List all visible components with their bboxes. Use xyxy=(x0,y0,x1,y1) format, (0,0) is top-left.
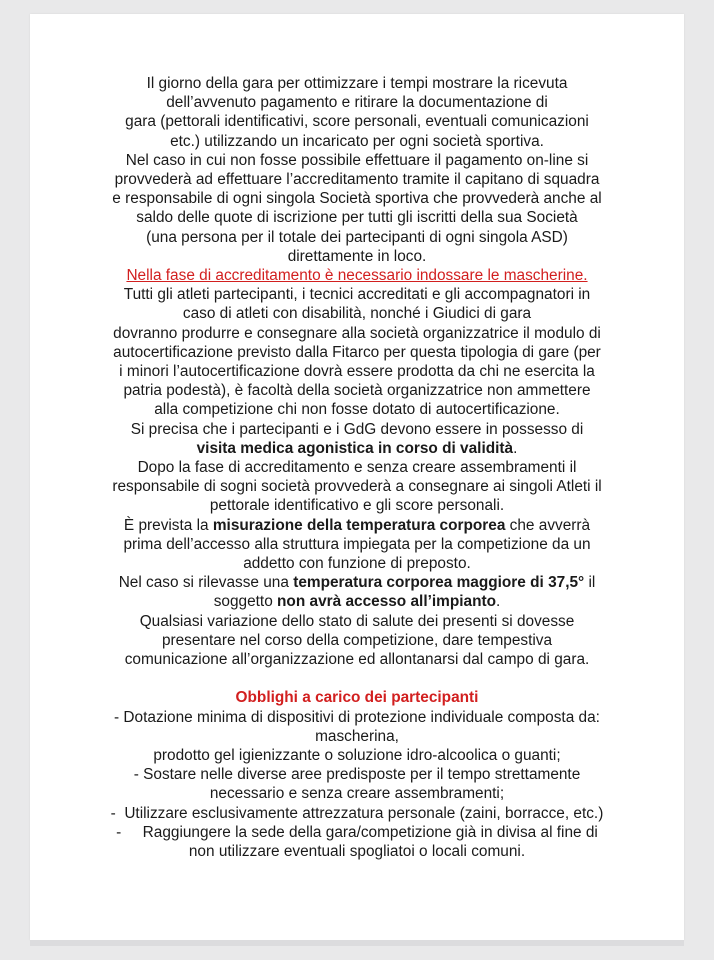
text-line: e responsabile di ogni singola Società sportiva che provvederà anche al xyxy=(112,190,602,208)
medical-period: . xyxy=(513,439,518,457)
text-line: comunicazione all’organizzazione ed allontanarsi dal campo di gara. xyxy=(124,651,590,669)
obligation-line: - Utilizzare esclusivamente attrezzatura personale (zaini, borracce, etc.) xyxy=(110,804,604,822)
fever-threshold: temperatura corporea maggiore di 37,5° xyxy=(293,574,585,592)
text-line: dovranno produrre e consegnare alla società organizzatrice il modulo di xyxy=(113,324,601,342)
text-line: responsabile di sogni società provvederà a consegnare ai singoli Atleti il xyxy=(112,478,602,496)
fever-line xyxy=(30,573,684,592)
text-line: Tutti gli atleti partecipanti, i tecnici accreditati e gli accompagnatori in xyxy=(123,286,591,304)
temperature-line xyxy=(30,516,684,535)
text-line: presentare nel corso della competizione, dare tempestiva xyxy=(161,631,553,649)
text-line: provvederà ad effettuare l’accreditamento tramite il capitano di squadra xyxy=(114,171,600,189)
obligations-title-text: Obblighi a carico dei partecipanti xyxy=(235,689,479,707)
no-access-line xyxy=(30,592,684,611)
text-line: i minori l’autocertificazione dovrà essere prodotta da chi ne esercita la xyxy=(119,363,595,381)
text-line: caso di atleti con disabilità, nonché i Giudici di gara xyxy=(182,305,532,323)
document-page xyxy=(30,14,684,940)
text-line: Dopo la fase di accreditamento e senza creare assembramenti il xyxy=(137,459,577,477)
no-access: non avrà accesso all’impianto xyxy=(277,593,497,611)
text-line: patria podestà), è facoltà della società organizzatrice non ammettere xyxy=(123,382,591,400)
text-line: Nel caso in cui non fosse possibile effettuare il pagamento on-line si xyxy=(125,151,589,169)
fever-post: il xyxy=(584,574,596,592)
obligations-title xyxy=(30,688,684,707)
text-line: (una persona per il totale dei partecipanti di ogni singola ASD) xyxy=(146,228,568,246)
text-line: alla competizione chi non fosse dotato di autocertificazione. xyxy=(154,401,560,419)
medical-line xyxy=(30,439,684,458)
text-line: dell’avvenuto pagamento e ritirare la documentazione di xyxy=(166,94,548,112)
temp-post: che avverrà xyxy=(505,516,591,534)
text-line: pettorale identificativo e gli score personali. xyxy=(209,497,505,515)
text-line: etc.) utilizzando un incaricato per ogni società sportiva. xyxy=(170,132,544,150)
text-line: Si precisa che i partecipanti e i GdG devono essere in possesso di xyxy=(130,420,584,438)
obligation-line: mascherina, xyxy=(315,727,399,745)
obligation-line: - Dotazione minima di dispositivi di protezione individuale composta da: xyxy=(114,708,600,726)
temp-pre: È prevista la xyxy=(123,516,213,534)
temp-measurement: misurazione della temperatura corporea xyxy=(212,516,506,534)
mask-notice: Nella fase di accreditamento è necessario indossare le mascherine. xyxy=(126,267,588,285)
noaccess-post: . xyxy=(496,593,501,611)
medical-requirement: visita medica agonistica in corso di validità xyxy=(196,439,514,457)
page-shadow-edge xyxy=(30,940,684,946)
text-line: gara (pettorali identificativi, score personali, eventuali comunicazioni xyxy=(125,113,589,131)
noaccess-pre: soggetto xyxy=(213,593,278,611)
text-line: direttamente in loco. xyxy=(287,247,427,265)
text-line: prima dell’accesso alla struttura impiegata per la competizione da un xyxy=(123,535,591,553)
text-line: Il giorno della gara per ottimizzare i tempi mostrare la ricevuta xyxy=(146,75,568,92)
obligation-line: necessario e senza creare assembramenti; xyxy=(209,785,505,803)
document-body xyxy=(30,74,684,861)
obligation-line: - Raggiungere la sede della gara/competizione già in divisa al fine di xyxy=(116,823,598,841)
text-line: autocertificazione previsto dalla Fitarco per questa tipologia di gare (per xyxy=(113,343,601,361)
text-line: Qualsiasi variazione dello stato di salute dei presenti si dovesse xyxy=(139,612,575,630)
text-line: saldo delle quote di iscrizione per tutti gli iscritti della sua Società xyxy=(136,209,578,227)
obligation-line: prodotto gel igienizzante o soluzione idro-alcoolica o guanti; xyxy=(153,746,561,764)
obligation-line: non utilizzare eventuali spogliatoi o locali comuni. xyxy=(188,842,526,860)
obligation-line: - Sostare nelle diverse aree predisposte per il tempo strettamente xyxy=(133,766,581,784)
spacer xyxy=(30,669,684,688)
text-line: addetto con funzione di preposto. xyxy=(243,555,471,573)
fever-pre: Nel caso si rilevasse una xyxy=(118,574,294,592)
